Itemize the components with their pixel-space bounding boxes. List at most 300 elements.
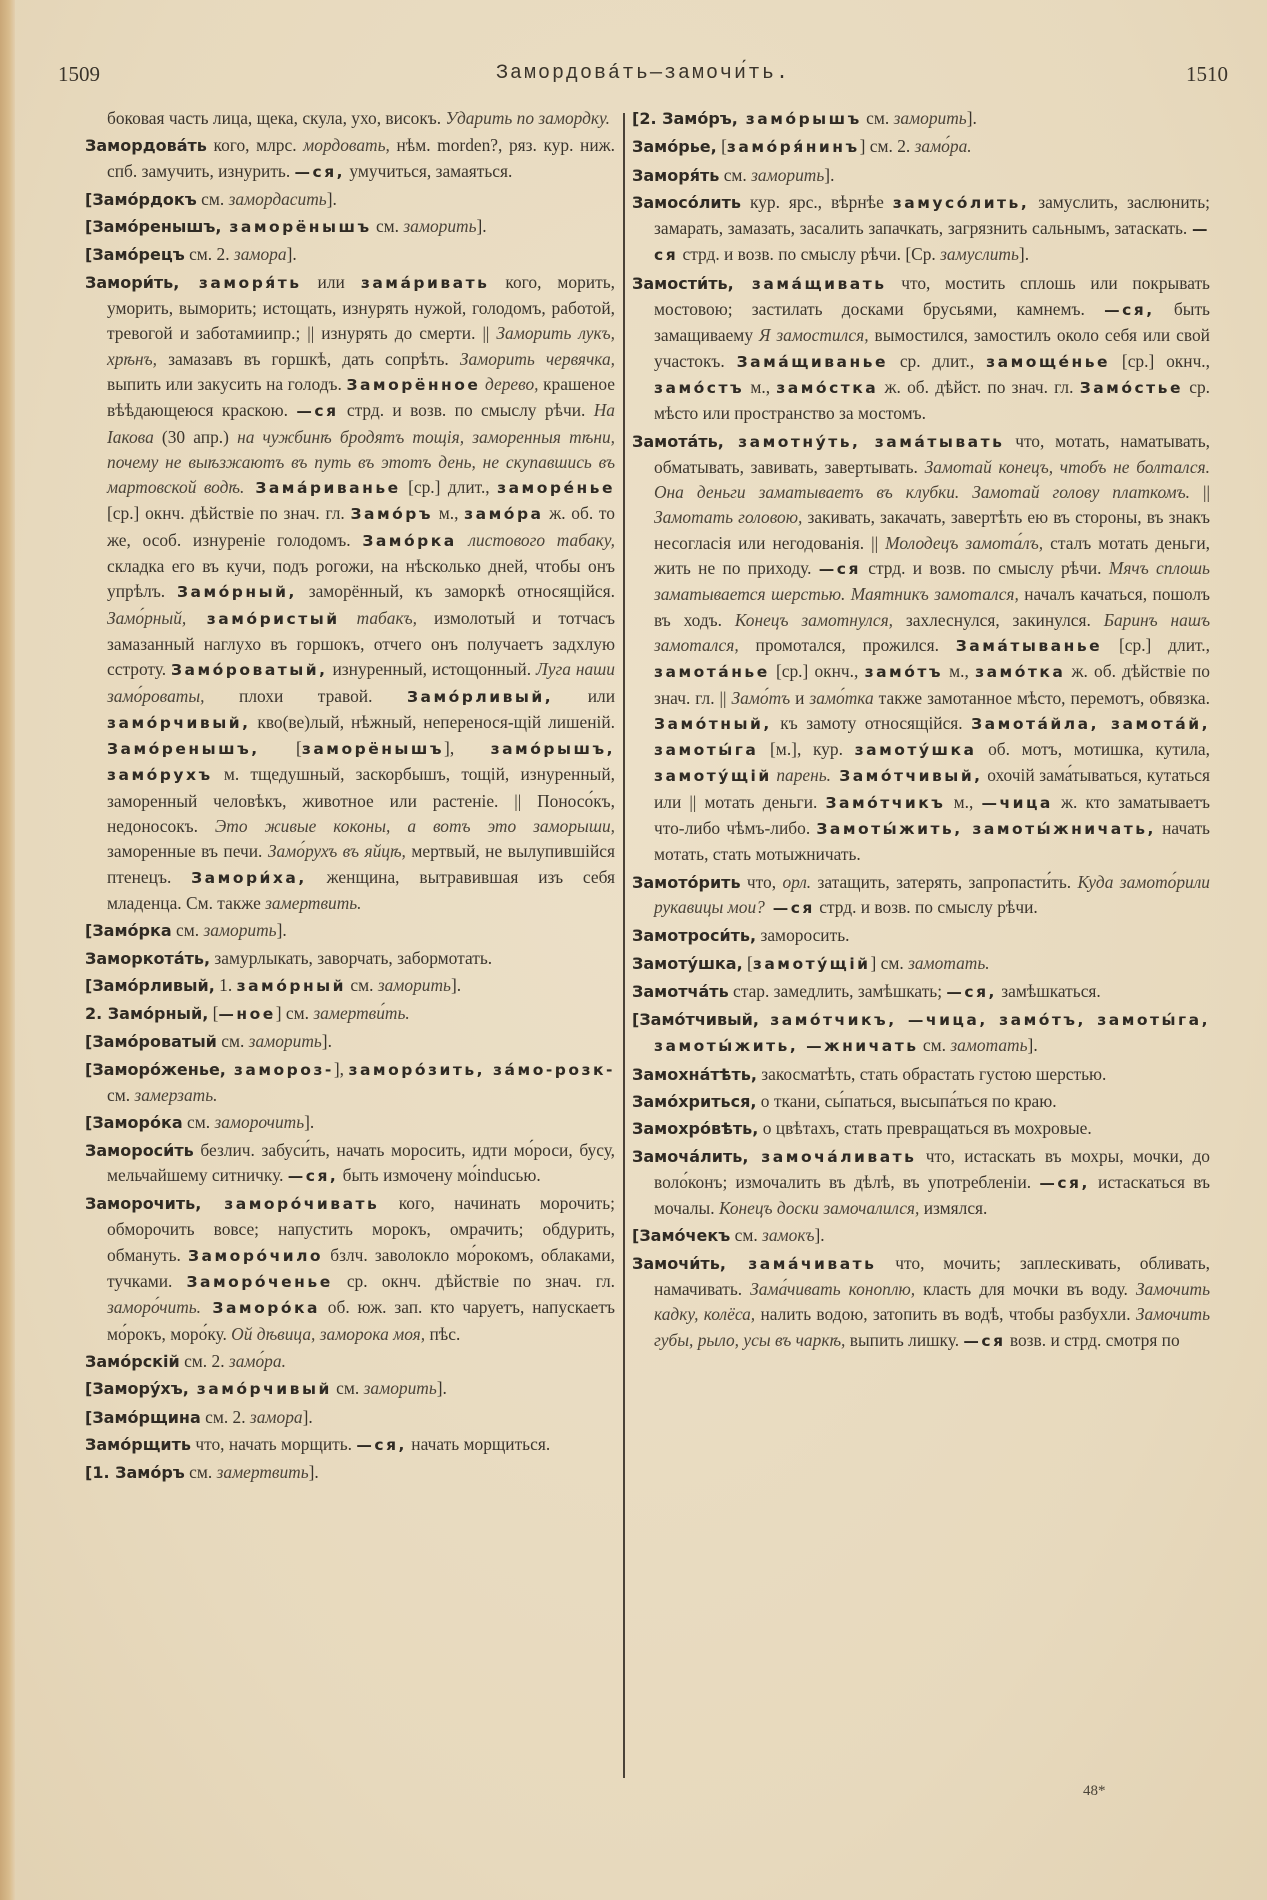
dictionary-entry: [85, 1191, 615, 1347]
derived-form: замусо́лить,: [892, 193, 1030, 212]
dictionary-entry: [85, 1460, 615, 1485]
definition-text: см.: [182, 1112, 215, 1133]
example-italic: заморить: [248, 1031, 322, 1052]
headword: [Замо́ренышъ,: [85, 217, 222, 237]
definition-text: см.: [216, 1031, 249, 1052]
headword: [Замо́роватый: [85, 1032, 217, 1052]
headword: Замо́рщить: [85, 1434, 191, 1454]
definition-text: см.: [171, 920, 204, 941]
definition-text: выпить или закусить на голодъ.: [107, 373, 347, 394]
definition-text: ср. длит.,: [887, 350, 987, 371]
definition-text: стрд. и возв. по смыслу рѣчи. [Ср.: [678, 244, 941, 265]
definition-text: см.: [331, 1378, 364, 1399]
example-italic: замотать.: [908, 952, 990, 973]
dictionary-entry: [85, 1029, 615, 1054]
definition-text: что, мотать, наматывать, обматывать, завивать, завертывать.: [654, 430, 1210, 477]
derived-form: —ся: [818, 560, 861, 579]
derived-form: —ся: [963, 1331, 1006, 1350]
definition-text: о ткани, сы́паться, высыпа́ться по краю.: [756, 1090, 1057, 1111]
definition-text: охочій зама́тываться, кутаться или || мотать деньги.: [654, 765, 1211, 812]
definition-text: вымостился, замостилъ около себя или свой участокъ.: [654, 325, 1210, 371]
definition-text: см. 2.: [184, 244, 234, 265]
definition-text: замуслить, заслюнить; замарать, замазать, засалить запачкать, загрязнить сальнымъ, затаскать.: [654, 191, 1210, 239]
example-italic: замокъ: [762, 1225, 815, 1246]
derived-form: Замота́йла, замота́й, замоты́га: [654, 714, 1210, 760]
definition-text: ].: [824, 164, 835, 185]
definition-text: ср. мѣсто или пространство за мостомъ.: [654, 376, 1210, 424]
example-italic: замуслить: [940, 244, 1019, 265]
dictionary-entry: [85, 1138, 615, 1190]
example-italic: Баринъ нашъ замотался,: [654, 609, 1211, 655]
headword: [Замо́тчивый,: [632, 1010, 759, 1030]
headword: Замо́хриться,: [632, 1091, 757, 1111]
example-italic: Я замостился,: [758, 325, 869, 346]
definition-text: пѣс.: [425, 1323, 461, 1344]
definition-text: плохи травой.: [204, 685, 407, 706]
derived-form: Замо́тчивый,: [831, 767, 983, 786]
derived-form: зама́чивать: [725, 1254, 877, 1273]
example-italic: Замо́тъ: [731, 687, 791, 708]
example-italic: Мячъ сплошь заматывается шерстью. Маятникъ замотался,: [654, 558, 1210, 605]
example-italic: замо́ра.: [228, 1350, 286, 1371]
definition-text: см.: [730, 1225, 763, 1246]
example-italic: парень.: [771, 765, 832, 786]
derived-form: замо́рчивый: [188, 1380, 332, 1399]
dictionary-entry: [85, 1432, 615, 1458]
headword: Замочи́ть,: [632, 1253, 726, 1273]
example-italic: Замочить губы, рыло, усы въ чаркѣ,: [654, 1304, 1210, 1350]
definition-text: об. мотъ, мотишка, кутила,: [976, 739, 1210, 760]
book-binding-edge: [0, 0, 15, 1900]
dictionary-entry: [85, 1349, 615, 1374]
example-italic: табакъ,: [339, 607, 417, 628]
derived-form: Замо́роватый,: [171, 661, 328, 680]
dictionary-entry: [632, 1116, 1210, 1141]
derived-form: заморёнышъ: [221, 218, 372, 237]
derived-form: Заморо́чило: [188, 1246, 324, 1265]
headword: [Замо́рецъ: [85, 245, 185, 265]
definition-text: замѣшкаться.: [996, 980, 1101, 1001]
derived-form: Замори́ха,: [191, 868, 307, 887]
definition-text: ].: [276, 920, 287, 941]
example-italic: замертвить.: [265, 892, 362, 913]
example-italic: дерево,: [480, 373, 539, 394]
dictionary-entry: [632, 951, 1210, 977]
definition-text: ж. об. то же, особ. изнуреніе голодомъ.: [107, 503, 615, 550]
derived-form: замо́рчивый,: [107, 713, 251, 732]
definition-text: замурлыкать, заворчать, забормотать.: [210, 947, 493, 968]
example-italic: на чужбинѣ бродятъ тощія, заморенныя тѣни, почему не выѣзжаютъ въ путь въ этотъ день, не скупавшись въ мартовской водѣ.: [107, 426, 615, 498]
derived-form: Замо́тчикъ: [825, 793, 946, 812]
definition-text: заморённый, къ заморкѣ относящійся.: [296, 581, 615, 602]
definition-text: быть замащиваему: [654, 299, 1210, 346]
derived-form: заморя́ть: [179, 273, 302, 292]
dictionary-entry: [85, 270, 615, 916]
derived-form: Заморённое: [346, 375, 481, 394]
example-italic: замертвить: [216, 1462, 309, 1483]
example-italic: заморочить: [214, 1112, 305, 1133]
headword: 2. Замо́рный,: [85, 1004, 209, 1024]
definition-text: см. 2.: [179, 1350, 229, 1371]
definition-text: или: [553, 685, 615, 706]
dictionary-entry: [632, 1251, 1210, 1354]
definition-text: что, мостить сплошь или покрывать мостовою; застилать досками брусьями, камнемъ.: [654, 272, 1210, 320]
definition-text: истаскаться въ мочалы.: [654, 1171, 1210, 1219]
headword: Замохна́тѣть,: [632, 1064, 757, 1084]
derived-form: —ся: [654, 220, 1210, 265]
derived-form: —ся,: [1039, 1173, 1090, 1192]
dictionary-entry: [632, 979, 1210, 1005]
definition-text: [ср.] длит.,: [1102, 634, 1210, 655]
dictionary-entry: [85, 973, 615, 999]
example-italic: замерзать.: [134, 1084, 218, 1105]
definition-text: ] см.: [275, 1003, 314, 1024]
definition-text: ].: [1027, 1035, 1038, 1056]
definition-text: бзлч. заволокло мо́рокомъ, облаками, тучками.: [107, 1244, 615, 1292]
definition-text: безлич. забуси́ть, начать моросить, идти мо́роси, бусу, мельчайшему ситничку.: [107, 1139, 615, 1185]
dictionary-entry: [632, 1062, 1210, 1087]
example-italic: замо́ра.: [914, 136, 972, 157]
derived-form: Заморо́ка: [201, 1299, 320, 1318]
example-italic: Молодецъ замота́лъ,: [885, 532, 1044, 553]
example-italic: На Iакова: [107, 400, 615, 447]
headword: [Заморо́женье,: [85, 1059, 226, 1079]
definition-text: ].: [308, 1462, 319, 1483]
definition-text: женщина, вытравившая изъ себя младенца. См. также: [107, 866, 615, 913]
derived-form: замоще́нье: [986, 352, 1111, 371]
definition-text: 1.: [214, 974, 237, 995]
example-italic: замора: [233, 244, 287, 265]
example-italic: орл.: [782, 871, 812, 892]
definition-text: нѣм. morden?, ряз. кур. ниж. спб. замучить, изнурить.: [107, 135, 615, 181]
example-italic: заморить: [893, 108, 967, 128]
definition-text: см.: [184, 1462, 217, 1483]
derived-form: замотну́ть, зама́тывать: [723, 432, 1005, 451]
headword: Замоту́шка,: [632, 953, 743, 973]
definition-text: мертвый, не вылупившійся птенецъ.: [107, 841, 615, 887]
example-italic: Зама́чивать коноплю,: [750, 1279, 916, 1300]
definition-text: см.: [346, 974, 378, 995]
definition-text: что, мочить; заплескивать, обливать, намачивать.: [654, 1252, 1210, 1300]
dictionary-entry: [85, 946, 615, 971]
example-italic: Куда замото́рили рукавицы мои?: [654, 871, 1210, 917]
derived-form: заморе́нье: [497, 479, 615, 498]
definition-text: ].: [302, 1406, 313, 1427]
derived-form: замо́рышъ: [737, 110, 862, 128]
derived-form: Замо́рный,: [177, 583, 297, 602]
headword: Замо́рье,: [632, 137, 717, 157]
example-italic: Заморить червячка,: [459, 348, 616, 369]
definition-text: см.: [196, 188, 229, 209]
derived-form: Замо́ренышъ,: [107, 740, 260, 759]
definition-text: см.: [719, 164, 752, 185]
derived-form: —ся,: [294, 162, 346, 181]
example-italic: заморить: [363, 1378, 437, 1399]
example-italic: заморо́чить.: [107, 1297, 202, 1318]
dictionary-entry: [632, 190, 1210, 269]
derived-form: замо́стка: [776, 378, 879, 397]
dictionary-entry: [85, 1001, 615, 1027]
definition-text: [м.], кур.: [758, 739, 855, 760]
definition-text: стрд. и возв. по смыслу рѣчи.: [814, 896, 1038, 917]
derived-form: заморо́чивать: [201, 1195, 380, 1214]
example-italic: Замотай конецъ, чтобъ не болтался. Она деньги заматываетъ въ клубки. Замотай голову платкомъ.: [654, 456, 1210, 503]
definition-text: [: [742, 952, 753, 973]
definition-text: что, начать морщить.: [190, 1433, 357, 1454]
derived-form: замо́ра: [464, 505, 544, 524]
derived-form: замо́тка: [975, 663, 1066, 682]
definition-text: ж. кто заматываетъ что-либо чѣмъ-либо.: [654, 791, 1210, 839]
definition-text: къ замоту относящійся.: [771, 712, 972, 733]
definition-text: ].: [476, 216, 487, 237]
definition-text: ].: [436, 1378, 447, 1399]
definition-text: ].: [286, 244, 297, 265]
definition-text: м.,: [945, 791, 982, 812]
definition-text: начать мотать, стать мотыжничать.: [654, 818, 1210, 865]
example-italic: мордовать,: [303, 135, 390, 156]
definition-text: начать морщиться.: [406, 1433, 551, 1454]
definition-text: стар. замедлить, замѣшкать;: [728, 980, 947, 1001]
dictionary-entry: [85, 1110, 615, 1135]
headword: Заморочить,: [85, 1194, 202, 1214]
definition-text: ],: [333, 1058, 349, 1079]
derived-form: замоча́ливать: [748, 1147, 917, 1166]
definition-text: кур. ярс., вѣрнѣе: [741, 191, 893, 212]
dictionary-entry: [632, 106, 1210, 132]
definition-text: ].: [814, 1225, 825, 1246]
definition-text: ср. окнч. дѣйствіе по знач. гл.: [332, 1271, 615, 1292]
definition-text: быть измочену мо́induсью.: [338, 1164, 541, 1185]
derived-form: Зама́тыванье: [955, 636, 1103, 655]
definition-text: закосматѣть, стать обрастать густою шерстью.: [756, 1063, 1107, 1084]
example-italic: заморить: [203, 920, 277, 941]
headword: Замори́ть,: [85, 272, 180, 292]
derived-form: замо́тъ: [864, 663, 943, 682]
definition-text: что, истаскать въ мохры, мочки, до воло́конъ; измочалить въ дѣлѣ, въ употребленіи.: [654, 1145, 1210, 1192]
dictionary-entry: [85, 214, 615, 240]
definition-text: умучиться, замаяться.: [345, 160, 513, 181]
headword: Замота́ть,: [632, 431, 724, 451]
derived-form: Заморо́ченье: [186, 1273, 333, 1292]
derived-form: замоту́шка: [854, 741, 977, 760]
definition-text: м.,: [942, 661, 976, 682]
headword: [Замо́рщина: [85, 1407, 201, 1427]
definition-text: возв. и стрд. смотря по: [1005, 1329, 1180, 1350]
derived-form: Замо́стье: [1079, 378, 1183, 397]
derived-form: —чица: [981, 793, 1053, 812]
headword: Замости́ть,: [632, 273, 734, 293]
example-italic: листового табаку,: [456, 529, 616, 550]
definition-text: выпить лишку.: [845, 1329, 964, 1350]
derived-form: заморёнышъ: [301, 740, 445, 759]
example-italic: замо́тка: [809, 687, 874, 708]
headword: [Замо́рка: [85, 921, 172, 941]
dictionary-entry: [85, 1405, 615, 1430]
definition-text: м.,: [744, 376, 777, 397]
definition-text: кво(ве)лый, нѣжный, неперенося-щій лишеній.: [250, 711, 615, 732]
definition-text: см.: [918, 1035, 951, 1056]
headword: [Замору́хъ,: [85, 1379, 189, 1399]
derived-form: зама́щивать: [733, 274, 887, 293]
definition-text: захлеснулся, закинулся.: [893, 609, 1104, 630]
derived-form: —ся: [764, 898, 815, 917]
example-italic: замора: [249, 1406, 303, 1427]
definition-text: также замотанное мѣсто, перемотъ, обвязка.: [873, 687, 1210, 708]
example-italic: заморить: [403, 216, 477, 237]
definition-text: [: [259, 738, 302, 759]
dictionary-entry: [85, 918, 615, 943]
dictionary-entry: [632, 870, 1210, 922]
headword: Замохро́вѣть,: [632, 1119, 759, 1139]
example-italic: замотать: [950, 1035, 1028, 1056]
example-italic: Замо́рухъ въ яйцѣ,: [267, 841, 406, 862]
definition-text: и: [790, 687, 810, 708]
column-divider: [623, 113, 625, 1778]
definition-text: м. тщедушный, заскорбышъ, тощій, изнуренный, заморенный человѣкъ, животное или растеніе. || Поносо́къ, недоносокъ.: [107, 764, 615, 837]
dictionary-entry: [632, 1223, 1210, 1248]
dictionary-entry: [632, 1089, 1210, 1114]
left-column: [85, 106, 615, 1487]
definition-text: закивать, закачать, завертѣть ею въ стороны, въ знакъ несогласія или негодованія. ||: [654, 507, 1210, 553]
definition-text: или: [301, 271, 361, 292]
dictionary-entry: [632, 923, 1210, 948]
dictionary-entry: [85, 187, 615, 212]
signature-mark: 48*: [1083, 1783, 1106, 1799]
definition-text: что,: [740, 871, 783, 892]
definition-text: ] см.: [870, 952, 909, 973]
headword: [Заморо́ка: [85, 1113, 183, 1133]
example-italic: Замочить кадку, колёса,: [654, 1279, 1211, 1325]
dictionary-entry: [632, 429, 1210, 868]
definition-text: кого, начинать морочить; обморочить вовсе; напустить морокъ, омрачить; обдурить, обмануть.: [107, 1193, 615, 1265]
dictionary-entry: [632, 134, 1210, 160]
derived-form: —ся,: [287, 1166, 339, 1185]
definition-text: налить водою, затопить въ водѣ, чтобы разбухли.: [755, 1304, 1136, 1325]
example-italic: Замотать головою,: [654, 507, 803, 528]
headword: Замороси́ть: [85, 1140, 194, 1160]
right-column: [632, 106, 1210, 1356]
definition-text: сталъ мотать деньги, жить не по приходу.: [654, 532, 1211, 579]
example-italic: замордасить: [228, 188, 327, 209]
derived-form: замо́стъ: [654, 378, 745, 397]
headword: [Замо́рливый,: [85, 975, 215, 995]
example-italic: Это живые коконы, а вотъ это заморыши,: [214, 816, 615, 837]
derived-form: замо́рный: [236, 976, 347, 995]
headword: Заморя́ть: [632, 165, 720, 185]
definition-text: [ср.] длит.,: [400, 477, 498, 498]
derived-form: зама́ривать: [360, 273, 490, 292]
definition-text: [ср.] окнч.,: [1110, 350, 1211, 371]
example-italic: замертви́ть.: [313, 1003, 410, 1024]
headword: Замоча́лить,: [632, 1146, 749, 1166]
definition-text: [: [716, 136, 727, 157]
running-title: Замордовáть—замочи́ть.: [495, 62, 791, 85]
derived-form: заморо́зить, за́мо-розк-: [348, 1060, 615, 1079]
definition-text: об. юж. зап. кто чаруетъ, напускаетъ мо́рокъ, моро́ку.: [107, 1297, 615, 1344]
derived-form: Замо́рливый,: [407, 687, 554, 706]
definition-text: см.: [371, 216, 404, 237]
derived-form: —ся,: [356, 1435, 407, 1454]
definition-text: ],: [444, 738, 491, 759]
headword: Замотча́ть: [632, 981, 729, 1001]
definition-text: ] см. 2.: [859, 136, 915, 157]
page-number-left: 1509: [58, 62, 100, 86]
definition-text: ].: [966, 108, 977, 128]
example-italic: Конецъ доски замочалился,: [718, 1198, 920, 1219]
derived-form: замоту́щій: [654, 767, 772, 786]
headword: [Замо́рдокъ: [85, 189, 197, 209]
derived-form: замо́ря́нинъ: [726, 138, 860, 157]
definition-text: о цвѣтахъ, стать превращаться въ мохровые.: [758, 1118, 1092, 1139]
derived-form: —ся,: [1104, 301, 1155, 320]
derived-form: замота́нье: [654, 663, 770, 682]
example-italic: Конецъ замотнулся,: [734, 609, 894, 630]
derived-form: замоту́щій: [752, 954, 871, 973]
headword: Замото́рить: [632, 872, 741, 892]
definition-text: затащить, затерять, запропасти́ть.: [811, 871, 1078, 892]
derived-form: —ся,: [946, 982, 997, 1001]
dictionary-entry: [85, 1376, 615, 1402]
derived-form: замо́тчикъ, —чица, замо́тъ, замоты́га, замоты́жить, —жничать: [654, 1011, 1210, 1056]
definition-text: см.: [861, 108, 894, 128]
derived-form: Зама́щиванье: [736, 352, 888, 371]
definition-text: (30 апр.): [153, 426, 238, 447]
dictionary-entry: [85, 1057, 615, 1109]
headword: [Замо́чекъ: [632, 1226, 731, 1246]
example-italic: Заморить лукъ, хрѣнъ,: [107, 323, 615, 369]
definition-text: промотался, прожился.: [738, 634, 956, 655]
dictionary-entry: [85, 242, 615, 267]
definition-text: изнуренный, истощонный.: [327, 659, 536, 680]
definition-text: измялся.: [919, 1198, 988, 1219]
definition-text: ].: [1018, 244, 1030, 265]
derived-form: замо́рышъ, замо́рухъ: [107, 740, 615, 785]
dictionary-entry: [85, 133, 615, 185]
definition-text: ].: [326, 188, 337, 209]
definition-text: боковая часть лица, щека, скула, ухо, високъ.: [107, 108, 446, 128]
page-header: [58, 62, 1228, 92]
example-italic: заморить: [751, 164, 825, 185]
definition-text: ].: [321, 1031, 332, 1052]
definition-text: [ср.] окнч.,: [769, 661, 865, 682]
dictionary-entry: [632, 271, 1210, 427]
definition-text: ж. об. дѣйствіе по знач. гл. ||: [654, 661, 1210, 708]
definition-text: ].: [304, 1112, 315, 1133]
derived-form: замо́ристый: [186, 609, 340, 628]
definition-text: измолотый и тотчасъ замазанный наглухо въ горшокъ, отчего онъ получаетъ задхлую сстроту.: [107, 607, 615, 680]
derived-form: —ся: [296, 402, 339, 421]
headword: Замосо́лить: [632, 192, 742, 212]
derived-form: —ное: [218, 1005, 276, 1024]
headword: Замотроси́ть,: [632, 926, 757, 946]
definition-text: стрд. и возв. по смыслу рѣчи.: [860, 558, 1109, 579]
headword: [2. Замо́ръ,: [632, 109, 738, 128]
derived-form: Зама́риванье: [244, 479, 401, 498]
definition-text: ].: [450, 974, 462, 995]
definition-text: складка его въ кучи, подъ рогожи, на нѣсколько дней, чтобы онъ упрѣлъ.: [107, 556, 615, 602]
derived-form: Замо́тный,: [654, 714, 772, 733]
derived-form: Замо́ръ: [350, 505, 434, 524]
definition-text: замазавъ въ горшкѣ, дать сопрѣть.: [157, 348, 460, 369]
example-italic: Ой дѣвица, заморока моя,: [231, 1323, 426, 1344]
example-italic: заморить: [377, 974, 451, 995]
definition-text: [ср.] окнч. дѣйствіе по знач. гл.: [107, 503, 351, 524]
definition-text: заморосить.: [756, 925, 850, 946]
definition-text: м.,: [433, 503, 465, 524]
dictionary-entry: [85, 106, 615, 131]
definition-text: крашеное вѣѣдающеюся краскою.: [107, 373, 615, 421]
headword: [1. Замо́ръ: [85, 1463, 185, 1483]
